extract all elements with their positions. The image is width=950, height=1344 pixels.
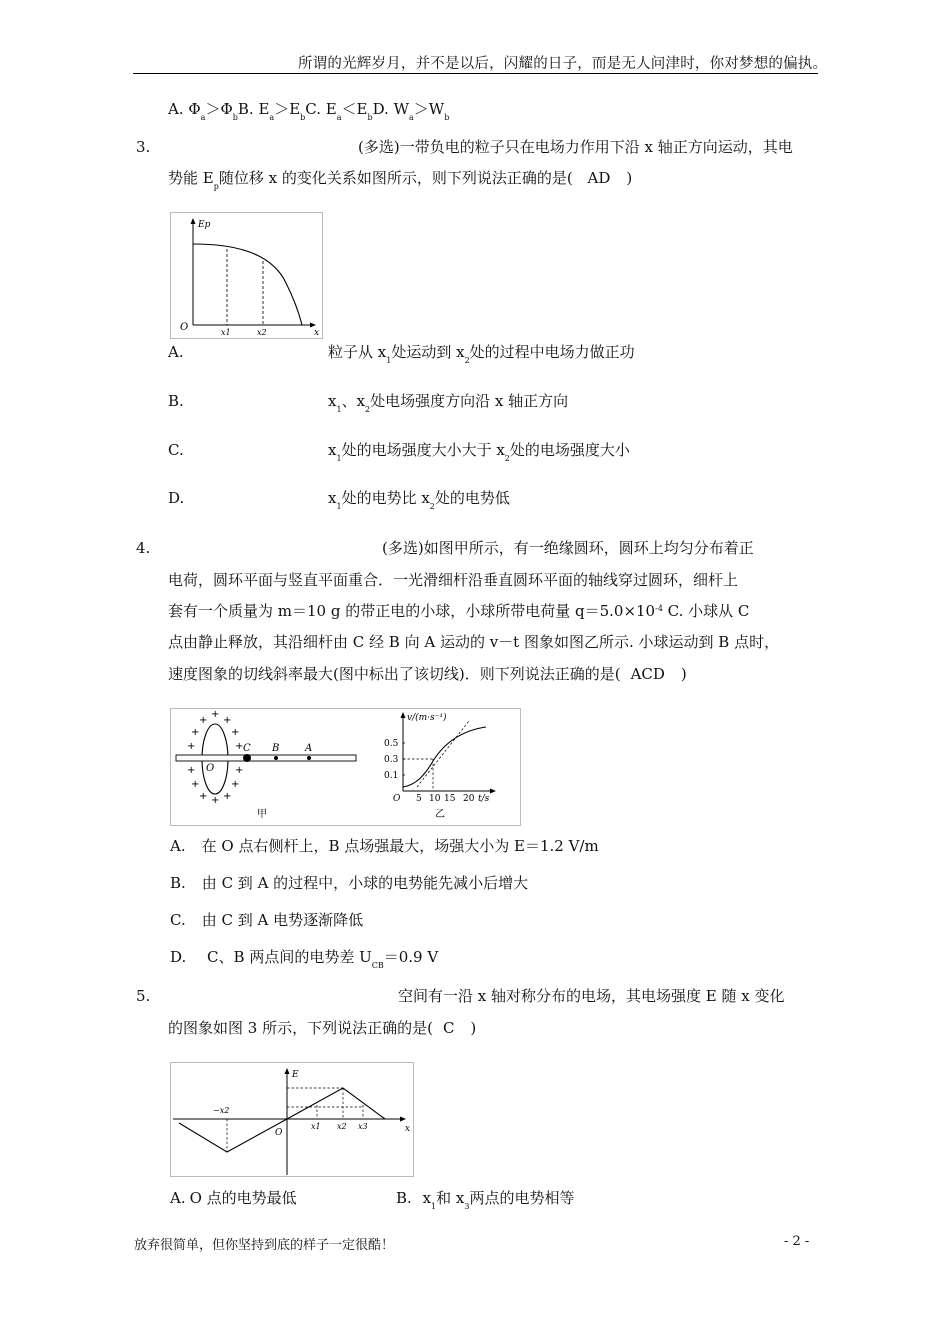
- q4-line5: [168, 664, 687, 684]
- q3-x-label: x: [314, 328, 320, 338]
- q4-jia-O: O: [206, 763, 215, 774]
- q4-option-c-text: 由 C 到 A 电势逐渐降低: [201, 911, 364, 929]
- q3-option-d: $x_1$处的电势比 $x_2$处的电势低: [328, 489, 510, 511]
- q4-yi-y-label: v/(m·s⁻¹): [407, 713, 447, 723]
- q4-option-a: [170, 836, 599, 856]
- q5-option-a: [170, 1188, 297, 1208]
- q4-number: 4.: [136, 539, 151, 557]
- q4-close: ): [680, 665, 687, 683]
- q4-yi-x-tick-1: 10: [429, 794, 441, 804]
- q3-option-b: $x_1$、$x_2$处电场强度方向沿 x 轴正方向: [328, 392, 569, 414]
- q4-line1: (多选)如图甲所示，有一绝缘圆环，圆环上均匀分布着正: [382, 539, 754, 557]
- q4-figure: [170, 708, 521, 826]
- q4-yi-y-tick-1: 0.3: [384, 755, 399, 765]
- q4-option-c: [170, 910, 363, 930]
- q3-option-a: 粒子从 $x_1$处运动到 $x_2$处的过程中电场力做正功: [328, 343, 635, 365]
- q4-option-a-text: 在 O 点右侧杆上，B 点场强最大，场强大小为 E＝1.2 V/m: [201, 837, 599, 855]
- svg-text:+: +: [223, 715, 232, 726]
- q2-options: A. $\Phi_a>\Phi_bB$. $E_a>E_bC$. $E_a<E_bD$. $W_a>W_b$: [168, 100, 450, 122]
- svg-text:+: +: [199, 791, 208, 802]
- page-number: - 2 -: [784, 1234, 810, 1249]
- svg-text:+: +: [235, 765, 244, 776]
- q4-yi-x-tick-0: 5: [416, 794, 422, 804]
- q3-option-d-letter: D.: [168, 489, 185, 507]
- q3-option-a-letter: A.: [168, 343, 184, 361]
- header-quote: 所谓的光辉岁月，并不是以后，闪耀的日子，而是无人问津时，你对梦想的偏执。: [298, 56, 828, 72]
- svg-text:+: +: [211, 795, 220, 806]
- q4-option-c-letter: C.: [170, 911, 186, 929]
- q3-number: 3.: [136, 138, 151, 156]
- q3-option-c-letter: C.: [168, 441, 184, 459]
- q3-stem-line2: [168, 168, 633, 191]
- q3-y-label: Ep: [198, 220, 211, 230]
- q4-jia-B: B: [272, 743, 280, 754]
- svg-text:+: +: [191, 779, 200, 790]
- q3-graph: [171, 213, 322, 338]
- q5-figure: [170, 1062, 414, 1177]
- q4-yi-origin: O: [393, 794, 401, 804]
- q3-stem-line1: (多选)一带负电的粒子只在电场力作用下沿 x 轴正方向运动，其电: [358, 138, 793, 156]
- svg-text:+: +: [191, 727, 200, 738]
- q4-yi-caption: 乙: [435, 809, 445, 820]
- q5-option-a-letter: A.: [170, 1189, 186, 1207]
- header-rule: [133, 73, 818, 74]
- q5-answer: C: [442, 1019, 455, 1037]
- q5-y-label: E: [292, 1070, 299, 1080]
- q5-graph: [171, 1063, 413, 1176]
- q5-line2-text: 的图象如图 3 所示，下列说法正确的是(: [168, 1019, 433, 1037]
- q4-jia-A: A: [305, 743, 313, 754]
- q4-yi-x-tick-3: 20: [463, 794, 475, 804]
- q3-origin: O: [180, 322, 189, 333]
- q3-answer: AD: [587, 169, 611, 187]
- q4-option-b-text: 由 C 到 A 的过程中，小球的电势能先减小后增大: [201, 874, 529, 892]
- q5-x2-label: x2: [337, 1122, 347, 1131]
- svg-text:+: +: [187, 765, 196, 776]
- q5-x1-label: x1: [311, 1122, 321, 1131]
- q3-close: ): [626, 169, 633, 187]
- q4-yi-y-tick-0: 0.5: [384, 739, 399, 749]
- q4-option-d-letter: D.: [170, 948, 187, 966]
- q4-jia-caption: 甲: [257, 809, 267, 820]
- q4-jia-C: C: [243, 743, 251, 754]
- q4-line2: 电荷，圆环平面与竖直平面重合．一光滑细杆沿垂直圆环平面的轴线穿过圆环，细杆上: [168, 571, 739, 589]
- svg-text:+: +: [235, 741, 244, 752]
- svg-text:+: +: [199, 715, 208, 726]
- q3-x1-label: x1: [221, 328, 231, 337]
- q4-yi-x-label: t/s: [478, 794, 490, 804]
- q4-yi-y-tick-2: 0.1: [384, 771, 399, 781]
- q4-graphs: [171, 709, 520, 825]
- q3-option-c: $x_1$处的电场强度大小大于 $x_2$处的电场强度大小: [328, 441, 630, 463]
- q4-fig-jia: [176, 709, 356, 820]
- q4-answer: ACD: [630, 665, 665, 683]
- q3-option-b-letter: B.: [168, 392, 184, 410]
- q5-x3-label: x3: [358, 1122, 368, 1131]
- q4-line3: 套有一个质量为 m＝10 g 的带正电的小球，小球所带电荷量 $q=5.0\times 10^{-4}$ C. 小球从 C: [168, 602, 750, 620]
- q5-neg-x2-label: −x2: [213, 1106, 230, 1115]
- q3-stem-b: 随位移 x 的变化关系如图所示，则下列说法正确的是(: [218, 169, 573, 187]
- q4-option-d: D. C、B 两点间的电势差 $U_{CB}=0.9$ V: [170, 948, 439, 970]
- q5-number: 5.: [136, 987, 151, 1005]
- q4-line5-text: 速度图象的切线斜率最大(图中标出了该切线)．则下列说法正确的是(: [168, 665, 621, 683]
- q4-option-b-letter: B.: [170, 874, 186, 892]
- q5-origin: O: [275, 1128, 283, 1138]
- svg-text:+: +: [231, 727, 240, 738]
- q3-stem-sub: p: [213, 182, 219, 191]
- q3-figure: [170, 212, 323, 339]
- q4-line4: 点由静止释放，其沿细杆由 C 经 B 向 A 运动的 v－t 图象如图乙所示. 小球运动到 B 点时，: [168, 633, 780, 651]
- q4-option-a-letter: A.: [170, 837, 186, 855]
- svg-text:+: +: [223, 791, 232, 802]
- svg-text:+: +: [231, 779, 240, 790]
- q4-yi-x-tick-2: 15: [444, 794, 456, 804]
- svg-text:+: +: [211, 709, 220, 720]
- q5-line2: [168, 1018, 476, 1038]
- q5-option-b-letter: B.: [396, 1189, 412, 1207]
- q5-line1: 空间有一沿 x 轴对称分布的电场，其电场强度 E 随 x 变化: [398, 987, 785, 1005]
- footer-motto: 放弃很简单，但你坚持到底的样子一定很酷！: [134, 1238, 395, 1253]
- q4-fig-yi: [384, 712, 496, 820]
- q5-option-b: B. $x_1$和 $x_3$两点的电势相等: [396, 1189, 575, 1211]
- q4-option-b: [170, 873, 528, 893]
- q5-close: ): [470, 1019, 477, 1037]
- q3-x2-label: x2: [257, 328, 267, 337]
- q5-option-a-text: O 点的电势最低: [189, 1189, 297, 1207]
- q5-x-label: x: [405, 1124, 411, 1134]
- q3-stem-a: 势能 E: [168, 169, 214, 187]
- svg-text:+: +: [187, 741, 196, 752]
